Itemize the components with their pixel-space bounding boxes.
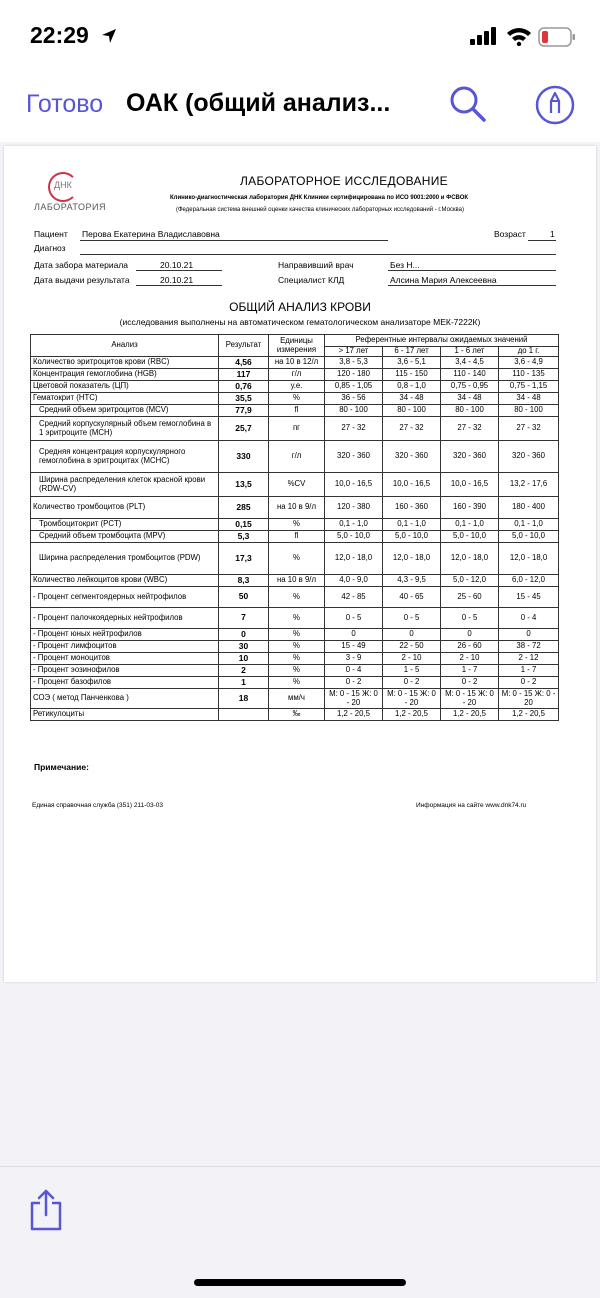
reference-range: 0,8 - 1,0: [383, 381, 441, 393]
reference-range: 1,2 - 20,5: [325, 709, 383, 721]
reference-range: 120 - 180: [325, 369, 383, 381]
reference-range: 15 - 49: [325, 641, 383, 653]
analysis-name: Количество тромбоцитов (PLT): [31, 497, 219, 519]
unit-value: %: [269, 519, 325, 531]
patient-label: Пациент: [34, 229, 68, 239]
patient-underline: [80, 240, 388, 241]
unit-value: %: [269, 587, 325, 608]
logo-text: ЛАБОРАТОРИЯ: [34, 202, 106, 212]
result-value: 330: [219, 441, 269, 473]
reference-range: 0,1 - 1,0: [499, 519, 559, 531]
unit-value: на 10 в 9/л: [269, 497, 325, 519]
table-row: [31, 393, 559, 405]
unit-value: %CV: [269, 473, 325, 497]
reference-range: 320 - 360: [441, 441, 499, 473]
reference-range: 10,0 - 16,5: [325, 473, 383, 497]
reference-range: 3 - 9: [325, 653, 383, 665]
unit-value: fl: [269, 405, 325, 417]
unit-value: %: [269, 677, 325, 689]
referrer-underline: [388, 270, 556, 271]
reference-range: 1 - 5: [383, 665, 441, 677]
age-value: 1: [550, 229, 555, 239]
analysis-name: Гематокрит (HTC): [31, 393, 219, 405]
result-value: 0: [219, 629, 269, 641]
analysis-name: Количество эритроцитов крови (RBC): [31, 357, 219, 369]
header-age-group: до 1 г.: [499, 347, 559, 357]
analysis-name: - Процент лимфоцитов: [31, 641, 219, 653]
table-row: [31, 543, 559, 575]
reference-range: 5,0 - 10,0: [325, 531, 383, 543]
table-row: [31, 689, 559, 709]
reference-range: 0 - 2: [499, 677, 559, 689]
reference-range: 4,3 - 9,5: [383, 575, 441, 587]
reference-range: 120 - 380: [325, 497, 383, 519]
reference-range: 0 - 5: [441, 608, 499, 629]
markup-pen-icon[interactable]: [534, 84, 576, 126]
reference-range: 0: [325, 629, 383, 641]
unit-value: пг: [269, 417, 325, 441]
unit-value: %: [269, 653, 325, 665]
header-result: Результат: [219, 335, 269, 357]
analysis-name: Средний корпускулярный объем гемоглобина в 1 эритроците (MCH): [31, 417, 219, 441]
table-row: [31, 417, 559, 441]
reference-range: 1,2 - 20,5: [383, 709, 441, 721]
result-value: 35,5: [219, 393, 269, 405]
reference-range: 5,0 - 10,0: [383, 531, 441, 543]
unit-value: на 10 в 9/л: [269, 575, 325, 587]
table-row: [31, 629, 559, 641]
reference-range: 0 - 2: [325, 677, 383, 689]
analysis-name: Ширина распределения клеток красной крови (RDW-CV): [31, 473, 219, 497]
header-units: Единицы измерения: [269, 335, 325, 357]
result-value: 285: [219, 497, 269, 519]
result-value: 77,9: [219, 405, 269, 417]
reference-range: 12,0 - 18,0: [499, 543, 559, 575]
reference-range: 34 - 48: [499, 393, 559, 405]
reference-range: 0,75 - 1,15: [499, 381, 559, 393]
share-icon[interactable]: [28, 1189, 64, 1231]
result-value: 17,3: [219, 543, 269, 575]
reference-range: 5,0 - 12,0: [441, 575, 499, 587]
reference-range: 26 - 60: [441, 641, 499, 653]
table-row: [31, 441, 559, 473]
table-row: [31, 519, 559, 531]
cert-subline: (Федеральная система внешней оценки качества клинических лабораторных исследований - г.Москва): [176, 207, 465, 213]
footer-phone: Единая справочная служба (351) 211-03-03: [32, 802, 163, 809]
reference-range: 0,85 - 1,05: [325, 381, 383, 393]
diagnosis-underline: [80, 254, 556, 255]
reference-range: 0 - 5: [383, 608, 441, 629]
specialist-label: Специалист КЛД: [278, 275, 345, 285]
reference-range: 40 - 65: [383, 587, 441, 608]
reference-range: 27 - 32: [499, 417, 559, 441]
battery-icon: [538, 27, 576, 52]
age-label: Возраст: [494, 229, 526, 239]
analysis-name: Ретикулоциты: [31, 709, 219, 721]
unit-value: %: [269, 641, 325, 653]
table-row: [31, 357, 559, 369]
table-row: [31, 653, 559, 665]
reference-range: 1,2 - 20,5: [499, 709, 559, 721]
reference-range: 13,2 - 17,6: [499, 473, 559, 497]
reference-range: 42 - 85: [325, 587, 383, 608]
unit-value: fl: [269, 531, 325, 543]
reference-range: 0: [499, 629, 559, 641]
result-value: 117: [219, 369, 269, 381]
doc-heading: ЛАБОРАТОРНОЕ ИССЛЕДОВАНИЕ: [240, 174, 448, 188]
result-date-value: 20.10.21: [160, 275, 194, 285]
search-icon[interactable]: [448, 84, 488, 124]
unit-value: %: [269, 393, 325, 405]
reference-range: 160 - 390: [441, 497, 499, 519]
bottom-toolbar: [0, 1166, 600, 1298]
reference-range: 15 - 45: [499, 587, 559, 608]
result-value: 5,3: [219, 531, 269, 543]
table-row: [31, 575, 559, 587]
analysis-name: - Процент сегментоядерных нейтрофилов: [31, 587, 219, 608]
reference-range: 5,0 - 10,0: [441, 531, 499, 543]
analysis-name: - Процент эозинофилов: [31, 665, 219, 677]
analysis-name: Цветовой показатель (ЦП): [31, 381, 219, 393]
reference-range: 160 - 360: [383, 497, 441, 519]
table-row: [31, 665, 559, 677]
reference-range: 12,0 - 18,0: [325, 543, 383, 575]
reference-range: 12,0 - 18,0: [383, 543, 441, 575]
specialist-underline: [388, 285, 556, 286]
footer-website: Информация на сайте www.dnk74.ru: [416, 802, 527, 809]
result-value: 50: [219, 587, 269, 608]
logo-abbr: ДНК: [54, 180, 72, 190]
reference-range: 34 - 48: [441, 393, 499, 405]
reference-range: 6,0 - 12,0: [499, 575, 559, 587]
unit-value: ‰: [269, 709, 325, 721]
reference-range: 0: [441, 629, 499, 641]
wifi-icon: [506, 26, 532, 51]
reference-range: 80 - 100: [383, 405, 441, 417]
reference-range: 80 - 100: [325, 405, 383, 417]
analysis-name: Концентрация гемоглобина (HGB): [31, 369, 219, 381]
table-row: [31, 473, 559, 497]
analysis-name: - Процент юных нейтрофилов: [31, 629, 219, 641]
reference-range: 27 - 32: [441, 417, 499, 441]
reference-range: М: 0 - 15 Ж: 0 - 20: [383, 689, 441, 709]
unit-value: на 10 в 12/л: [269, 357, 325, 369]
document-title: ОАК (общий анализ...: [126, 89, 391, 117]
referrer-label: Направивший врач: [278, 260, 354, 270]
reference-range: 0,1 - 1,0: [383, 519, 441, 531]
header-reference: Референтные интервалы ожидаемых значений: [325, 335, 559, 347]
reference-range: 27 - 32: [325, 417, 383, 441]
reference-range: 3,6 - 4,9: [499, 357, 559, 369]
header-analysis: Анализ: [31, 335, 219, 357]
header-age-group: 1 - 6 лет: [441, 347, 499, 357]
header-age-group: > 17 лет: [325, 347, 383, 357]
reference-range: М: 0 - 15 Ж: 0 - 20: [325, 689, 383, 709]
referrer-value: Без Н...: [390, 260, 420, 270]
unit-value: мм/ч: [269, 689, 325, 709]
reference-range: 110 - 135: [499, 369, 559, 381]
reference-range: 0: [383, 629, 441, 641]
reference-range: 1 - 7: [499, 665, 559, 677]
reference-range: 2 - 10: [441, 653, 499, 665]
unit-value: %: [269, 665, 325, 677]
reference-range: 34 - 48: [383, 393, 441, 405]
result-value: 7: [219, 608, 269, 629]
reference-range: 0,75 - 0,95: [441, 381, 499, 393]
reference-range: М: 0 - 15 Ж: 0 - 20: [441, 689, 499, 709]
reference-range: 5,0 - 10,0: [499, 531, 559, 543]
unit-value: %: [269, 608, 325, 629]
result-value: 0,15: [219, 519, 269, 531]
reference-range: 0 - 2: [441, 677, 499, 689]
unit-value: г/л: [269, 369, 325, 381]
reference-range: 0 - 4: [499, 608, 559, 629]
reference-range: 1 - 7: [441, 665, 499, 677]
results-table: [30, 334, 559, 721]
analysis-name: Тромбоцитокрит (PCT): [31, 519, 219, 531]
table-row: [31, 497, 559, 519]
result-value: [219, 709, 269, 721]
table-row: [31, 369, 559, 381]
analysis-name: Средний объем эритроцитов (MCV): [31, 405, 219, 417]
result-value: 2: [219, 665, 269, 677]
reference-range: М: 0 - 15 Ж: 0 - 20: [499, 689, 559, 709]
document-page[interactable]: [4, 146, 596, 982]
result-value: 25,7: [219, 417, 269, 441]
reference-range: 0,1 - 1,0: [325, 519, 383, 531]
result-value: 13,5: [219, 473, 269, 497]
reference-range: 0 - 5: [325, 608, 383, 629]
reference-range: 320 - 360: [499, 441, 559, 473]
result-date-underline: [136, 285, 222, 286]
unit-value: %: [269, 629, 325, 641]
reference-range: 3,4 - 4,5: [441, 357, 499, 369]
table-row: [31, 405, 559, 417]
reference-range: 0 - 4: [325, 665, 383, 677]
reference-range: 0 - 2: [383, 677, 441, 689]
unit-value: у.е.: [269, 381, 325, 393]
reference-range: 115 - 150: [383, 369, 441, 381]
status-bar: [0, 0, 600, 72]
result-value: 4,56: [219, 357, 269, 369]
section-subtitle: (исследования выполнены на автоматическом гематологическом анализаторе МЕК-7222К): [119, 317, 481, 327]
analysis-name: Средняя концентрация корпускулярного гемоглобина в эритроцитах (MCHC): [31, 441, 219, 473]
reference-range: 80 - 100: [499, 405, 559, 417]
specialist-value: Алсина Мария Алексеевна: [390, 275, 497, 285]
patient-value: Перова Екатерина Владиславовна: [82, 229, 220, 239]
analysis-name: - Процент палочкоядерных нейтрофилов: [31, 608, 219, 629]
reference-range: 27 - 32: [383, 417, 441, 441]
reference-range: 10,0 - 16,5: [441, 473, 499, 497]
analysis-name: Средний объем тромбоцита (MPV): [31, 531, 219, 543]
reference-range: 12,0 - 18,0: [441, 543, 499, 575]
reference-range: 10,0 - 16,5: [383, 473, 441, 497]
result-value: 18: [219, 689, 269, 709]
sample-date-label: Дата забора материала: [34, 260, 129, 270]
cellular-signal-icon: [470, 27, 498, 50]
done-button[interactable]: Готово: [26, 90, 104, 118]
table-row: [31, 531, 559, 543]
result-value: 10: [219, 653, 269, 665]
sample-date-value: 20.10.21: [160, 260, 194, 270]
reference-range: 2 - 10: [383, 653, 441, 665]
result-value: 1: [219, 677, 269, 689]
header-age-group: 6 - 17 лет: [383, 347, 441, 357]
analysis-name: СОЭ ( метод Панченкова ): [31, 689, 219, 709]
reference-range: 3,6 - 5,1: [383, 357, 441, 369]
table-row: [31, 608, 559, 629]
table-row: [31, 381, 559, 393]
analysis-name: - Процент базофилов: [31, 677, 219, 689]
lab-logo: [34, 172, 104, 218]
reference-range: 4,0 - 9,0: [325, 575, 383, 587]
reference-range: 80 - 100: [441, 405, 499, 417]
reference-range: 38 - 72: [499, 641, 559, 653]
reference-range: 0,1 - 1,0: [441, 519, 499, 531]
analysis-name: - Процент моноцитов: [31, 653, 219, 665]
reference-range: 3,8 - 5,3: [325, 357, 383, 369]
note-label: Примечание:: [34, 762, 89, 772]
age-underline: [528, 240, 556, 241]
reference-range: 320 - 360: [383, 441, 441, 473]
status-time: 22:29: [30, 22, 89, 48]
diagnosis-label: Диагноз: [34, 243, 66, 253]
table-row: [31, 587, 559, 608]
result-value: 30: [219, 641, 269, 653]
result-value: 0,76: [219, 381, 269, 393]
reference-range: 36 - 56: [325, 393, 383, 405]
analysis-name: Количество лейкоцитов крови (WBC): [31, 575, 219, 587]
table-row: [31, 709, 559, 721]
reference-range: 180 - 400: [499, 497, 559, 519]
result-date-label: Дата выдачи результата: [34, 275, 130, 285]
reference-range: 1,2 - 20,5: [441, 709, 499, 721]
section-title: ОБЩИЙ АНАЛИЗ КРОВИ: [229, 300, 371, 314]
result-value: 8,3: [219, 575, 269, 587]
unit-value: г/л: [269, 441, 325, 473]
reference-range: 25 - 60: [441, 587, 499, 608]
reference-range: 22 - 50: [383, 641, 441, 653]
table-row: [31, 677, 559, 689]
navigation-bar: [0, 72, 600, 142]
sample-date-underline: [136, 270, 222, 271]
analysis-name: Ширина распределения тромбоцитов (PDW): [31, 543, 219, 575]
home-indicator[interactable]: [194, 1279, 406, 1286]
unit-value: %: [269, 543, 325, 575]
reference-range: 320 - 360: [325, 441, 383, 473]
cert-line: Клинико-диагностическая лаборатория ДНК Клиники сертифицирована по ИСО 9001:2000 и ФСВОК: [170, 195, 469, 201]
reference-range: 110 - 140: [441, 369, 499, 381]
table-row: [31, 641, 559, 653]
reference-range: 2 - 12: [499, 653, 559, 665]
